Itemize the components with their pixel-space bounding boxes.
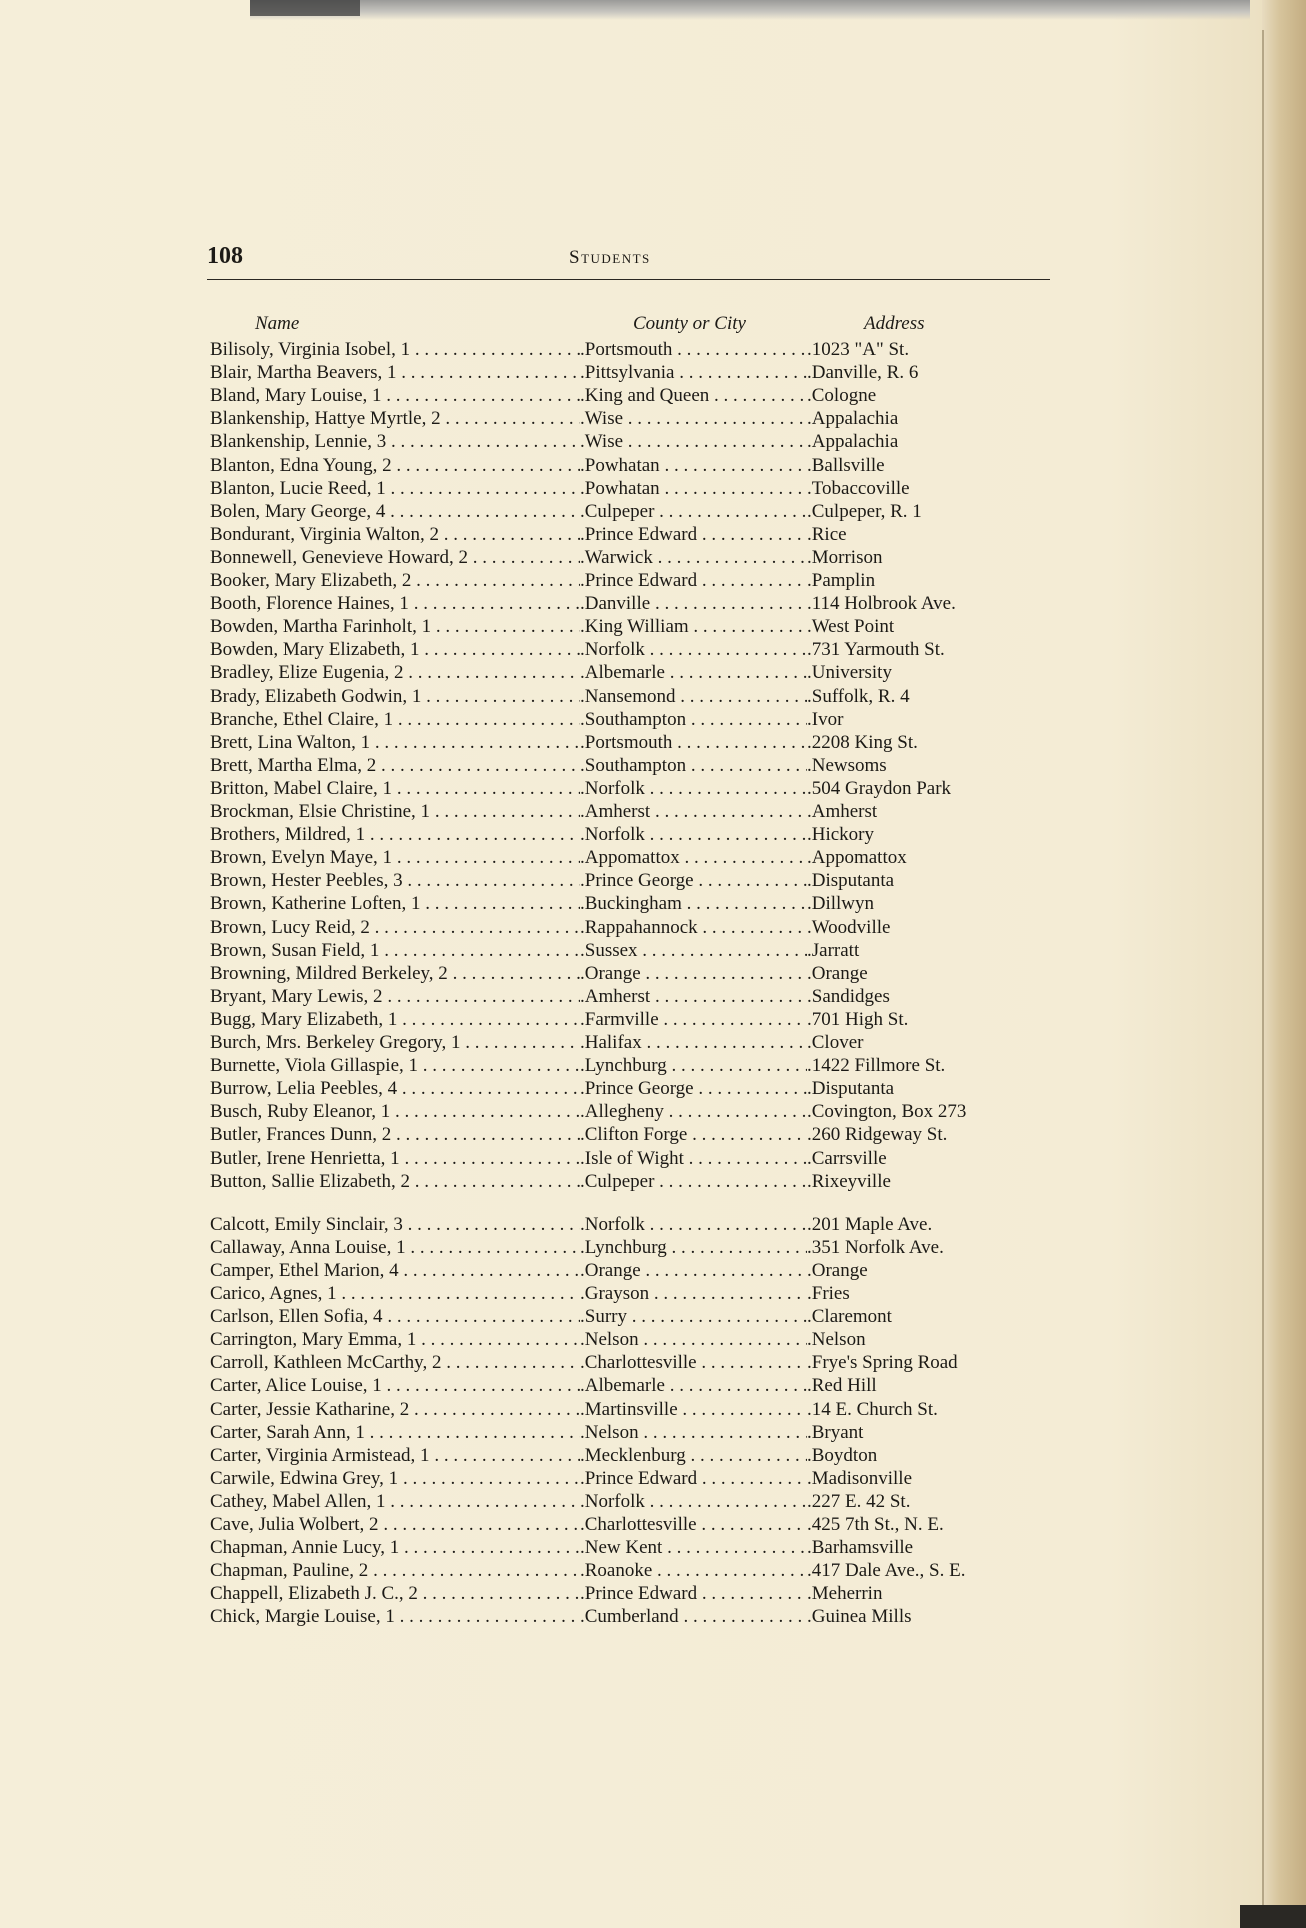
student-row <box>210 1328 1050 1351</box>
student-county: . Prince George . . . <box>580 869 807 892</box>
student-row <box>210 1605 1050 1628</box>
student-county: . New Kent . . . <box>580 1536 807 1559</box>
student-county: . Powhatan . . . <box>580 477 807 500</box>
student-row <box>210 869 1050 892</box>
student-county: . Buckingham . . . <box>580 892 807 915</box>
student-county: . Amherst . . . <box>580 800 807 823</box>
student-county: . Wise . . . <box>580 430 807 453</box>
student-name: Brothers, Mildred, 1 . . . <box>210 823 580 846</box>
scan-bottom-mark <box>1240 1905 1306 1928</box>
student-address: . Suffolk, R. 4 <box>807 685 910 708</box>
student-name: Chick, Margie Louise, 1 . . . <box>210 1605 580 1628</box>
student-name: Bolen, Mary George, 4 . . . <box>210 500 580 523</box>
student-row <box>210 916 1050 939</box>
student-name: Chappell, Elizabeth J. C., 2 . . . <box>210 1582 580 1605</box>
student-county: . Prince Edward . . . <box>580 1582 807 1605</box>
student-name: Bugg, Mary Elizabeth, 1 . . . <box>210 1008 580 1031</box>
student-county: . Nelson . . . <box>580 1421 807 1444</box>
student-county: . Farmville . . . <box>580 1008 807 1031</box>
student-address: . Morrison <box>807 546 882 569</box>
student-row <box>210 407 1050 430</box>
student-name: Button, Sallie Elizabeth, 2 . . . <box>210 1170 580 1193</box>
student-name: Bryant, Mary Lewis, 2 . . . <box>210 985 580 1008</box>
student-address: . Barhamsville <box>807 1536 913 1559</box>
student-address: . Culpeper, R. 1 <box>807 500 922 523</box>
student-row <box>210 500 1050 523</box>
student-name: Carter, Virginia Armistead, 1 . . . <box>210 1444 580 1467</box>
student-name: Bowden, Mary Elizabeth, 1 . . . <box>210 638 580 661</box>
student-name: Chapman, Pauline, 2 . . . <box>210 1559 580 1582</box>
student-county: . Portsmouth . . . <box>580 731 807 754</box>
student-address: . 260 Ridgeway St. <box>807 1123 947 1146</box>
student-address: . Disputanta <box>807 869 894 892</box>
student-row <box>210 708 1050 731</box>
student-row <box>210 1305 1050 1328</box>
student-address: . Tobaccoville <box>807 477 910 500</box>
student-name: Blankenship, Lennie, 3 . . . <box>210 430 580 453</box>
student-county: . Grayson . . . <box>580 1282 807 1305</box>
student-name: Callaway, Anna Louise, 1 . . . <box>210 1236 580 1259</box>
column-header-name: Name <box>255 313 300 334</box>
column-header-address: Address <box>864 313 925 334</box>
student-county: . Nansemond . . . <box>580 685 807 708</box>
student-county: . Lynchburg . . . <box>580 1236 807 1259</box>
student-county: . Warwick . . . <box>580 546 807 569</box>
scan-right-edge <box>1262 0 1306 1928</box>
student-row <box>210 1077 1050 1100</box>
column-headers <box>207 313 1050 337</box>
student-row <box>210 361 1050 384</box>
student-county: . Orange . . . <box>580 1259 807 1282</box>
student-name: Carter, Jessie Katharine, 2 . . . <box>210 1398 580 1421</box>
student-address: . Madisonville <box>807 1467 912 1490</box>
student-name: Calcott, Emily Sinclair, 3 . . . <box>210 1213 580 1236</box>
student-row <box>210 1123 1050 1146</box>
student-name: Booker, Mary Elizabeth, 2 . . . <box>210 569 580 592</box>
student-address: . 417 Dale Ave., S. E. <box>807 1559 966 1582</box>
student-address: . Fries <box>807 1282 850 1305</box>
student-county: . Southampton . . . <box>580 708 807 731</box>
student-row <box>210 661 1050 684</box>
student-row <box>210 1170 1050 1193</box>
student-county: . Danville . . . <box>580 592 807 615</box>
student-row <box>210 823 1050 846</box>
student-name: Brett, Lina Walton, 1 . . . <box>210 731 580 754</box>
student-name: Carroll, Kathleen McCarthy, 2 . . . <box>210 1351 580 1374</box>
student-name: Cave, Julia Wolbert, 2 . . . <box>210 1513 580 1536</box>
student-county: . Orange . . . <box>580 962 807 985</box>
student-row <box>210 1100 1050 1123</box>
student-address: . Meherrin <box>807 1582 882 1605</box>
student-row <box>210 430 1050 453</box>
student-address: . Ivor <box>807 708 843 731</box>
scan-top-shadow <box>250 0 360 16</box>
student-name: Butler, Frances Dunn, 2 . . . <box>210 1123 580 1146</box>
student-county: . Norfolk . . . <box>580 777 807 800</box>
student-address: . Red Hill <box>807 1374 877 1397</box>
binding-line <box>1262 30 1264 1910</box>
student-county: . Lynchburg . . . <box>580 1054 807 1077</box>
student-address: . 351 Norfolk Ave. <box>807 1236 944 1259</box>
student-name: Bradley, Elize Eugenia, 2 . . . <box>210 661 580 684</box>
student-row <box>210 1444 1050 1467</box>
student-county: . Norfolk . . . <box>580 638 807 661</box>
student-row <box>210 615 1050 638</box>
student-name: Burnette, Viola Gillaspie, 1 . . . <box>210 1054 580 1077</box>
student-name: Blanton, Lucie Reed, 1 . . . <box>210 477 580 500</box>
student-address: . Carrsville <box>807 1147 887 1170</box>
student-name: Brett, Martha Elma, 2 . . . <box>210 754 580 777</box>
page-number: 108 <box>207 243 243 269</box>
student-address: . Cologne <box>807 384 876 407</box>
student-name: Brown, Susan Field, 1 . . . <box>210 939 580 962</box>
student-county: . Powhatan . . . <box>580 454 807 477</box>
student-address: . Jarratt <box>807 939 859 962</box>
student-address: . Covington, Box 273 <box>807 1100 966 1123</box>
student-name: Camper, Ethel Marion, 4 . . . <box>210 1259 580 1282</box>
student-name: Busch, Ruby Eleanor, 1 . . . <box>210 1100 580 1123</box>
student-address: . Hickory <box>807 823 874 846</box>
student-county: . Surry . . . <box>580 1305 807 1328</box>
student-name: Chapman, Annie Lucy, 1 . . . <box>210 1536 580 1559</box>
student-address: . West Point <box>807 615 894 638</box>
student-name: Carter, Sarah Ann, 1 . . . <box>210 1421 580 1444</box>
student-name: Bonnewell, Genevieve Howard, 2 . . . <box>210 546 580 569</box>
student-row <box>210 592 1050 615</box>
student-address: . 731 Yarmouth St. <box>807 638 945 661</box>
student-county: . Martinsville . . . <box>580 1398 807 1421</box>
student-address: . 2208 King St. <box>807 731 918 754</box>
running-header <box>207 243 1050 280</box>
student-county: . Norfolk . . . <box>580 1213 807 1236</box>
student-county: . King William . . . <box>580 615 807 638</box>
student-address: . Clover <box>807 1031 863 1054</box>
page-title: Students <box>569 247 651 268</box>
student-county: . Charlottesville . . . <box>580 1351 807 1374</box>
student-address: . Boydton <box>807 1444 877 1467</box>
student-address: . Disputanta <box>807 1077 894 1100</box>
student-county: . Norfolk . . . <box>580 823 807 846</box>
student-county: . Wise . . . <box>580 407 807 430</box>
student-address: . Nelson <box>807 1328 866 1351</box>
student-name: Cathey, Mabel Allen, 1 . . . <box>210 1490 580 1513</box>
student-row <box>210 800 1050 823</box>
student-county: . Culpeper . . . <box>580 1170 807 1193</box>
student-county: . Albemarle . . . <box>580 1374 807 1397</box>
student-row <box>210 962 1050 985</box>
student-county: . Mecklenburg . . . <box>580 1444 807 1467</box>
student-address: . 1422 Fillmore St. <box>807 1054 945 1077</box>
student-address: . 14 E. Church St. <box>807 1398 938 1421</box>
student-row <box>210 1282 1050 1305</box>
student-county: . Southampton . . . <box>580 754 807 777</box>
student-name: Butler, Irene Henrietta, 1 . . . <box>210 1147 580 1170</box>
student-name: Carlson, Ellen Sofia, 4 . . . <box>210 1305 580 1328</box>
student-row <box>210 892 1050 915</box>
student-name: Brown, Evelyn Maye, 1 . . . <box>210 846 580 869</box>
student-address: . Frye's Spring Road <box>807 1351 958 1374</box>
student-row <box>210 777 1050 800</box>
student-address: . Dillwyn <box>807 892 874 915</box>
student-county: . Prince Edward . . . <box>580 523 807 546</box>
student-address: . Appomattox <box>807 846 907 869</box>
student-address: . Orange <box>807 1259 868 1282</box>
student-county: . Clifton Forge . . . <box>580 1123 807 1146</box>
student-address: . Rice <box>807 523 847 546</box>
student-address: . University <box>807 661 892 684</box>
student-county: . Isle of Wight . . . <box>580 1147 807 1170</box>
student-address: . Sandidges <box>807 985 890 1008</box>
student-row <box>210 1559 1050 1582</box>
student-row <box>210 1031 1050 1054</box>
student-address: . 227 E. 42 St. <box>807 1490 910 1513</box>
student-name: Bland, Mary Louise, 1 . . . <box>210 384 580 407</box>
student-name: Browning, Mildred Berkeley, 2 . . . <box>210 962 580 985</box>
student-county: . Nelson . . . <box>580 1328 807 1351</box>
student-name: Blankenship, Hattye Myrtle, 2 . . . <box>210 407 580 430</box>
student-county: . Prince Edward . . . <box>580 569 807 592</box>
student-name: Blanton, Edna Young, 2 . . . <box>210 454 580 477</box>
student-address: . 701 High St. <box>807 1008 908 1031</box>
student-county: . Rappahannock . . . <box>580 916 807 939</box>
student-county: . Prince George . . . <box>580 1077 807 1100</box>
student-name: Burrow, Lelia Peebles, 4 . . . <box>210 1077 580 1100</box>
scan-top-edge <box>250 0 1250 20</box>
student-row <box>210 1513 1050 1536</box>
student-name: Branche, Ethel Claire, 1 . . . <box>210 708 580 731</box>
student-row <box>210 1213 1050 1236</box>
student-row <box>210 1467 1050 1490</box>
student-row <box>210 477 1050 500</box>
student-row <box>210 546 1050 569</box>
student-address: . Ballsville <box>807 454 885 477</box>
student-row <box>210 1236 1050 1259</box>
student-name: Carwile, Edwina Grey, 1 . . . <box>210 1467 580 1490</box>
student-row <box>210 1351 1050 1374</box>
student-row <box>210 939 1050 962</box>
student-row <box>210 454 1050 477</box>
student-address: . 114 Holbrook Ave. <box>807 592 956 615</box>
student-county: . Sussex . . . <box>580 939 807 962</box>
student-row <box>210 985 1050 1008</box>
student-address: . Bryant <box>807 1421 863 1444</box>
student-address: . 504 Graydon Park <box>807 777 951 800</box>
student-row <box>210 384 1050 407</box>
student-county: . Appomattox . . . <box>580 846 807 869</box>
student-row <box>210 569 1050 592</box>
student-name: Bowden, Martha Farinholt, 1 . . . <box>210 615 580 638</box>
student-name: Britton, Mabel Claire, 1 . . . <box>210 777 580 800</box>
student-address: . 425 7th St., N. E. <box>807 1513 944 1536</box>
student-row <box>210 731 1050 754</box>
student-row <box>210 638 1050 661</box>
student-county: . Prince Edward . . . <box>580 1467 807 1490</box>
student-name: Brady, Elizabeth Godwin, 1 . . . <box>210 685 580 708</box>
student-address: . Danville, R. 6 <box>807 361 918 384</box>
student-county: . Amherst . . . <box>580 985 807 1008</box>
student-address: . Guinea Mills <box>807 1605 912 1628</box>
student-row <box>210 846 1050 869</box>
student-address: . Claremont <box>807 1305 892 1328</box>
student-row <box>210 754 1050 777</box>
student-row <box>210 1008 1050 1031</box>
student-row <box>210 1054 1050 1077</box>
student-county: . Allegheny . . . <box>580 1100 807 1123</box>
student-row <box>210 1421 1050 1444</box>
student-county: . Charlottesville . . . <box>580 1513 807 1536</box>
student-name: Carrington, Mary Emma, 1 . . . <box>210 1328 580 1351</box>
student-address: . Appalachia <box>807 430 898 453</box>
student-name: Booth, Florence Haines, 1 . . . <box>210 592 580 615</box>
student-row <box>210 1147 1050 1170</box>
student-county: . Cumberland . . . <box>580 1605 807 1628</box>
student-name: Carter, Alice Louise, 1 . . . <box>210 1374 580 1397</box>
student-name: Brown, Hester Peebles, 3 . . . <box>210 869 580 892</box>
student-row <box>210 523 1050 546</box>
student-name: Bilisoly, Virginia Isobel, 1 . . . <box>210 338 580 361</box>
student-county: . Halifax . . . <box>580 1031 807 1054</box>
student-row <box>210 338 1050 361</box>
student-county: . Portsmouth . . . <box>580 338 807 361</box>
student-row <box>210 1490 1050 1513</box>
student-name: Carico, Agnes, 1 . . . <box>210 1282 580 1305</box>
student-row <box>210 1398 1050 1421</box>
student-county: . Culpeper . . . <box>580 500 807 523</box>
student-row <box>210 1374 1050 1397</box>
student-county: . Roanoke . . . <box>580 1559 807 1582</box>
student-name: Brown, Lucy Reid, 2 . . . <box>210 916 580 939</box>
student-name: Brockman, Elsie Christine, 1 . . . <box>210 800 580 823</box>
student-name: Bondurant, Virginia Walton, 2 . . . <box>210 523 580 546</box>
student-address: . Rixeyville <box>807 1170 891 1193</box>
student-county: . Norfolk . . . <box>580 1490 807 1513</box>
student-address: . Appalachia <box>807 407 898 430</box>
student-row <box>210 1259 1050 1282</box>
student-county: . Pittsylvania . . . <box>580 361 807 384</box>
student-name: Brown, Katherine Loften, 1 . . . <box>210 892 580 915</box>
student-name: Blair, Martha Beavers, 1 . . . <box>210 361 580 384</box>
student-county: . King and Queen . . . <box>580 384 807 407</box>
student-row <box>210 1536 1050 1559</box>
student-address: . Newsoms <box>807 754 887 777</box>
student-address: . Pamplin <box>807 569 875 592</box>
student-address: . 1023 "A" St. <box>807 338 909 361</box>
student-name: Burch, Mrs. Berkeley Gregory, 1 . . . <box>210 1031 580 1054</box>
column-header-county: County or City <box>633 313 746 334</box>
student-row <box>210 1582 1050 1605</box>
student-address: . Woodville <box>807 916 890 939</box>
student-address: . Orange <box>807 962 868 985</box>
student-row <box>210 685 1050 708</box>
student-address: . Amherst <box>807 800 877 823</box>
student-county: . Albemarle . . . <box>580 661 807 684</box>
student-address: . 201 Maple Ave. <box>807 1213 932 1236</box>
